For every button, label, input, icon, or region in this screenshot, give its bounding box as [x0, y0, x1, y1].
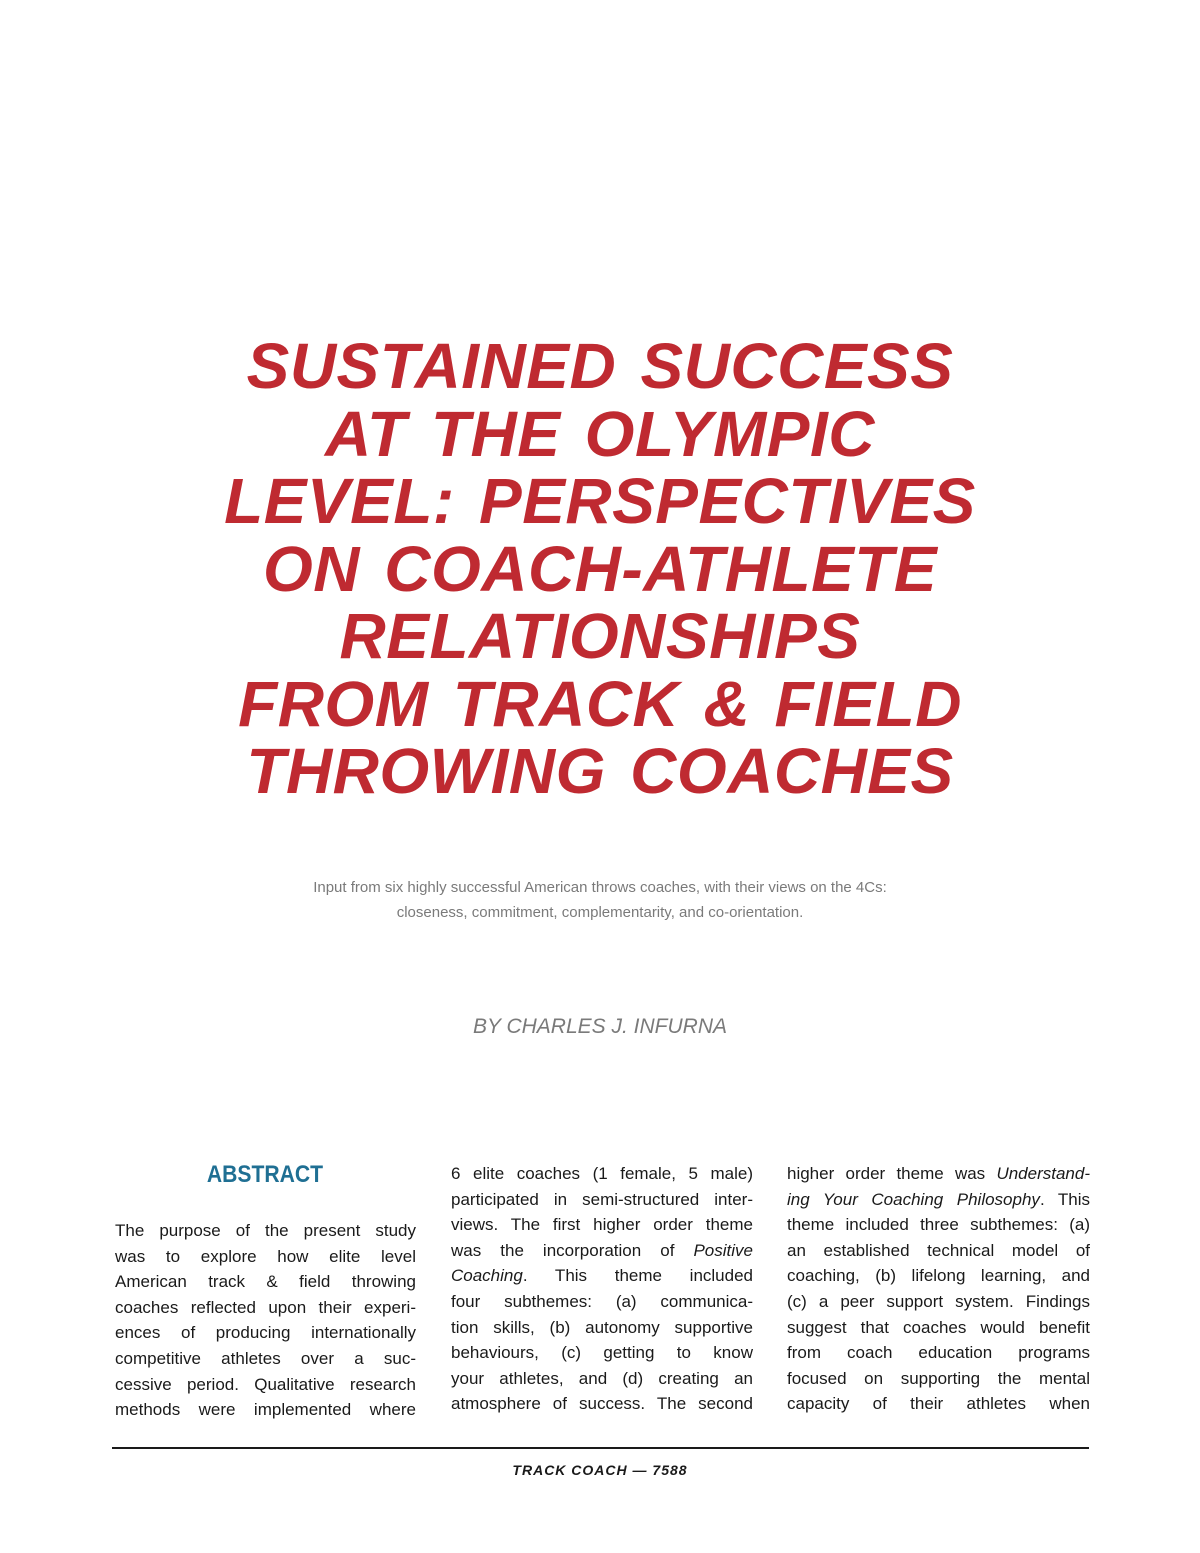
text-line	[451, 1263, 753, 1289]
text-segment: . This theme included	[522, 1266, 753, 1286]
page-footer: TRACK COACH — 7588	[512, 1462, 688, 1478]
text-segment: . This	[1039, 1189, 1090, 1209]
text-line: theme included three subthemes: (a)	[787, 1215, 1090, 1235]
text-line: atmosphere of success. The second	[451, 1394, 753, 1414]
text-line: competitive athletes over a suc-	[115, 1348, 416, 1368]
text-line: The purpose of the present study	[115, 1221, 416, 1240]
subtitle-line: Input from six highly successful American throws coaches, with their views on the 4Cs:	[313, 879, 887, 896]
text-line: capacity of their athletes when	[787, 1394, 1090, 1414]
text-line: participated in semi-structured inter-	[451, 1189, 753, 1209]
text-line: views. The first higher order theme	[451, 1215, 753, 1235]
text-line: cessive period. Qualitative research	[115, 1374, 416, 1394]
text-line: focused on supporting the mental	[787, 1368, 1090, 1388]
text-line: 6 elite coaches (1 female, 5 male)	[451, 1164, 753, 1183]
text-line: an established technical model of	[787, 1240, 1090, 1260]
abstract-column-3	[787, 1161, 1090, 1417]
emphasis-text: Understand-	[996, 1164, 1090, 1183]
abstract-column-1	[115, 1218, 416, 1423]
text-line: coaching, (b) lifelong learning, and	[787, 1266, 1090, 1286]
abstract-heading: ABSTRACT	[206, 1161, 324, 1188]
title-line: LEVEL: PERSPECTIVES	[224, 465, 976, 537]
text-line: behaviours, (c) getting to know	[451, 1343, 753, 1363]
footer-divider	[112, 1447, 1089, 1449]
emphasis-text: ing Your Coaching Philosophy	[787, 1189, 1040, 1209]
text-line: methods were implemented where	[115, 1400, 416, 1420]
text-line: was to explore how elite level	[115, 1246, 416, 1266]
author-byline: BY CHARLES J. INFURNA	[473, 1015, 727, 1038]
title-line: RELATIONSHIPS	[339, 600, 861, 672]
text-segment: was the incorporation of	[451, 1240, 694, 1260]
text-line	[787, 1187, 1090, 1213]
article-title	[100, 330, 1100, 807]
emphasis-text: Positive	[693, 1240, 753, 1260]
title-line: ON COACH-ATHLETE	[262, 532, 938, 605]
title-line: FROM TRACK & FIELD	[238, 667, 962, 740]
text-line: coaches reflected upon their experi-	[115, 1297, 416, 1317]
text-line: tion skills, (b) autonomy supportive	[451, 1317, 753, 1337]
text-line: four subthemes: (a) communica-	[451, 1291, 753, 1311]
text-line: your athletes, and (d) creating an	[451, 1368, 753, 1388]
text-line: American track & field throwing	[115, 1272, 416, 1292]
article-subtitle	[150, 875, 1050, 925]
emphasis-text: Coaching	[451, 1266, 523, 1286]
text-line: (c) a peer support system. Findings	[787, 1291, 1090, 1311]
text-line: ences of producing internationally	[115, 1323, 416, 1343]
text-line	[451, 1238, 753, 1264]
title-line: SUSTAINED SUCCESS	[246, 330, 954, 402]
subtitle-line: closeness, commitment, complementarity, and co-orientation.	[396, 904, 804, 921]
text-segment: higher order theme was	[787, 1164, 997, 1183]
text-line	[787, 1161, 1090, 1187]
text-line: from coach education programs	[787, 1343, 1090, 1363]
title-line: AT THE OLYMPIC	[325, 397, 875, 470]
abstract-column-2	[451, 1161, 753, 1417]
title-line: THROWING COACHES	[246, 735, 954, 807]
text-line: suggest that coaches would benefit	[787, 1317, 1090, 1337]
